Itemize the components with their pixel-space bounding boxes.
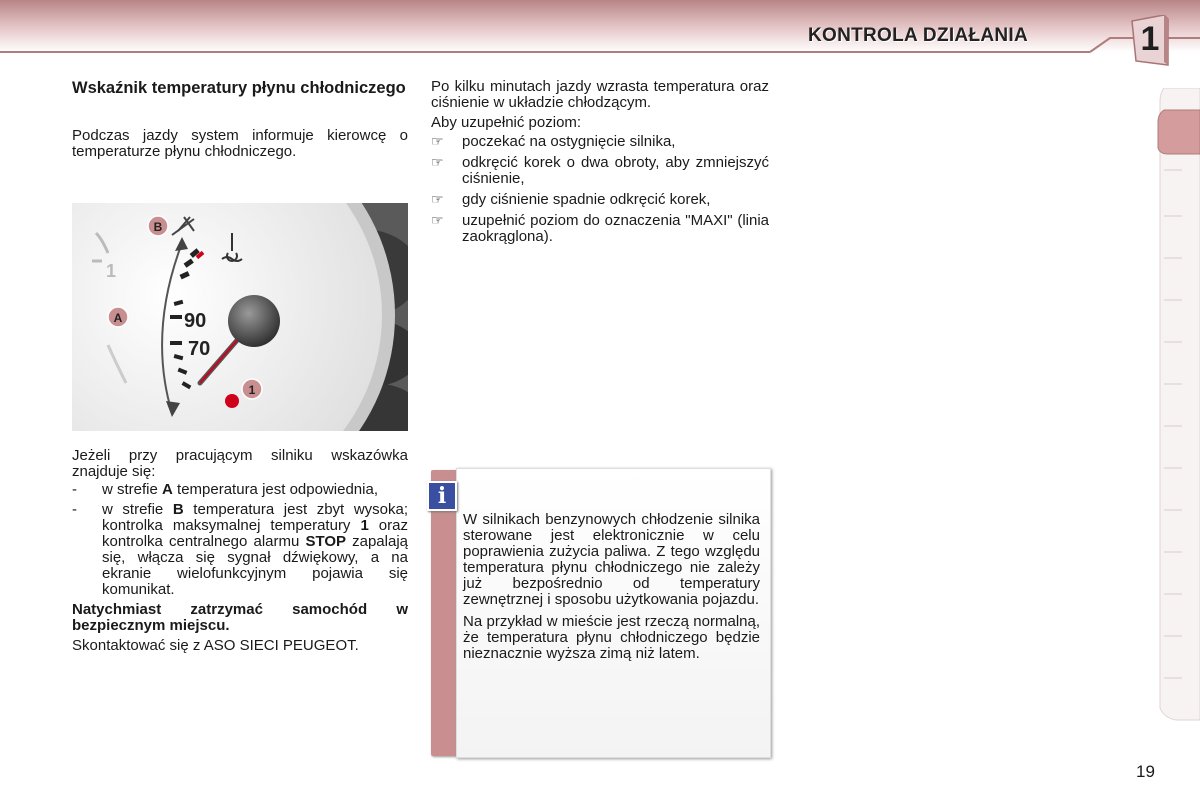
- pressure-intro-text: Po kilku minutach jazdy wzrasta temperatura oraz ciśnienie w układzie chłodzącym.: [431, 78, 769, 111]
- refill-steps-list: [431, 134, 769, 245]
- info-box-text: [463, 512, 760, 662]
- step-text: uzupełnić poziom do oznaczenia "MAXI" (linia zaokrąglona).: [462, 212, 769, 245]
- item-a-pre: w strefie: [102, 481, 163, 498]
- stop-warning-text: Natychmiast zatrzymać samochód w bezpiecznym miejscu.: [72, 601, 408, 634]
- dash-marker: -: [72, 481, 77, 498]
- page-header-title: KONTROLA DZIAŁANIA: [808, 25, 1029, 46]
- step-text: odkręcić korek o dwa obroty, aby zmniejszyć ciśnienie,: [462, 154, 769, 187]
- gauge-tick-90: 90: [184, 310, 207, 332]
- dash-marker: -: [72, 501, 77, 518]
- list-item: [431, 213, 769, 245]
- list-item: [431, 192, 769, 208]
- zone-list: [72, 482, 408, 598]
- contact-dealer-text: Skontaktować się z ASO SIECI PEUGEOT.: [72, 637, 359, 654]
- chapter-number: 1: [1140, 20, 1160, 58]
- item-b-pre: w strefie: [102, 501, 173, 518]
- hand-pointer-icon: ☞: [431, 133, 444, 149]
- list-item: [72, 482, 408, 498]
- item-a-post: temperatura jest odpowiednia,: [172, 481, 378, 498]
- list-item: [431, 155, 769, 187]
- info-box-accent-bar: [431, 470, 456, 756]
- item-b-zone: B: [172, 501, 184, 518]
- item-b-post: zapalają się, włącza się sygnał dźwiękowy, a na ekranie wielofunkcyjnym pojawia się komunikat.: [102, 533, 409, 598]
- section-title: Wskaźnik temperatury płynu chłodniczego: [72, 79, 406, 97]
- max-temperature-warning-light: [225, 394, 239, 408]
- gauge-tick-70: 70: [188, 338, 211, 360]
- info-paragraph-1: W silnikach benzynowych chłodzenie silnika sterowane jest elektronicznie w celu poprawienia zużycia paliwa. Z tego względu temperatura płynu chłodniczego nie zależy już bezpośrednio od temperatury zewnętrznej i sposobu użytkowania pojazdu.: [463, 511, 760, 608]
- chapter-tabs-strip: [1156, 88, 1200, 728]
- page-number: 19: [1136, 762, 1155, 781]
- hand-pointer-icon: ☞: [431, 191, 444, 207]
- item-b-mid1: temperatura jest zbyt wysoka; kontrolka maksymalnej temperatury: [102, 501, 408, 534]
- section-intro: Podczas jazdy system informuje kierowcę o temperaturze płynu chłodniczego.: [72, 127, 408, 160]
- hand-pointer-icon: ☞: [431, 154, 444, 170]
- zone-b-label: B: [153, 220, 163, 234]
- column-2-body: [431, 79, 769, 250]
- step-text: poczekać na ostygnięcie silnika,: [462, 133, 676, 150]
- list-item: [431, 134, 769, 150]
- light-1-label: 1: [248, 383, 256, 397]
- item-a-zone: A: [162, 481, 173, 498]
- column-1-body: [72, 448, 408, 654]
- item-b-light: 1: [360, 517, 369, 534]
- coolant-temperature-gauge: [72, 203, 408, 431]
- step-text: gdy ciśnienie spadnie odkręcić korek,: [462, 191, 711, 208]
- zone-a-label: A: [113, 311, 123, 325]
- refill-heading: Aby uzupełnić poziom:: [431, 114, 582, 131]
- hand-pointer-icon: ☞: [431, 212, 444, 228]
- zone-lead-text: Jeżeli przy pracującym silniku wskazówka znajduje się:: [72, 447, 408, 480]
- list-item: [72, 502, 408, 598]
- gauge-faded-one: 1: [106, 261, 117, 281]
- item-b-mid2: oraz kontrolka centralnego alarmu: [102, 517, 408, 550]
- info-paragraph-2: Na przykład w mieście jest rzeczą normalną, że temperatura płynu chłodniczego będzie nieznacznie wyższa zimą niż latem.: [463, 613, 760, 662]
- info-icon: i: [427, 481, 457, 511]
- item-b-stop: STOP: [305, 533, 347, 550]
